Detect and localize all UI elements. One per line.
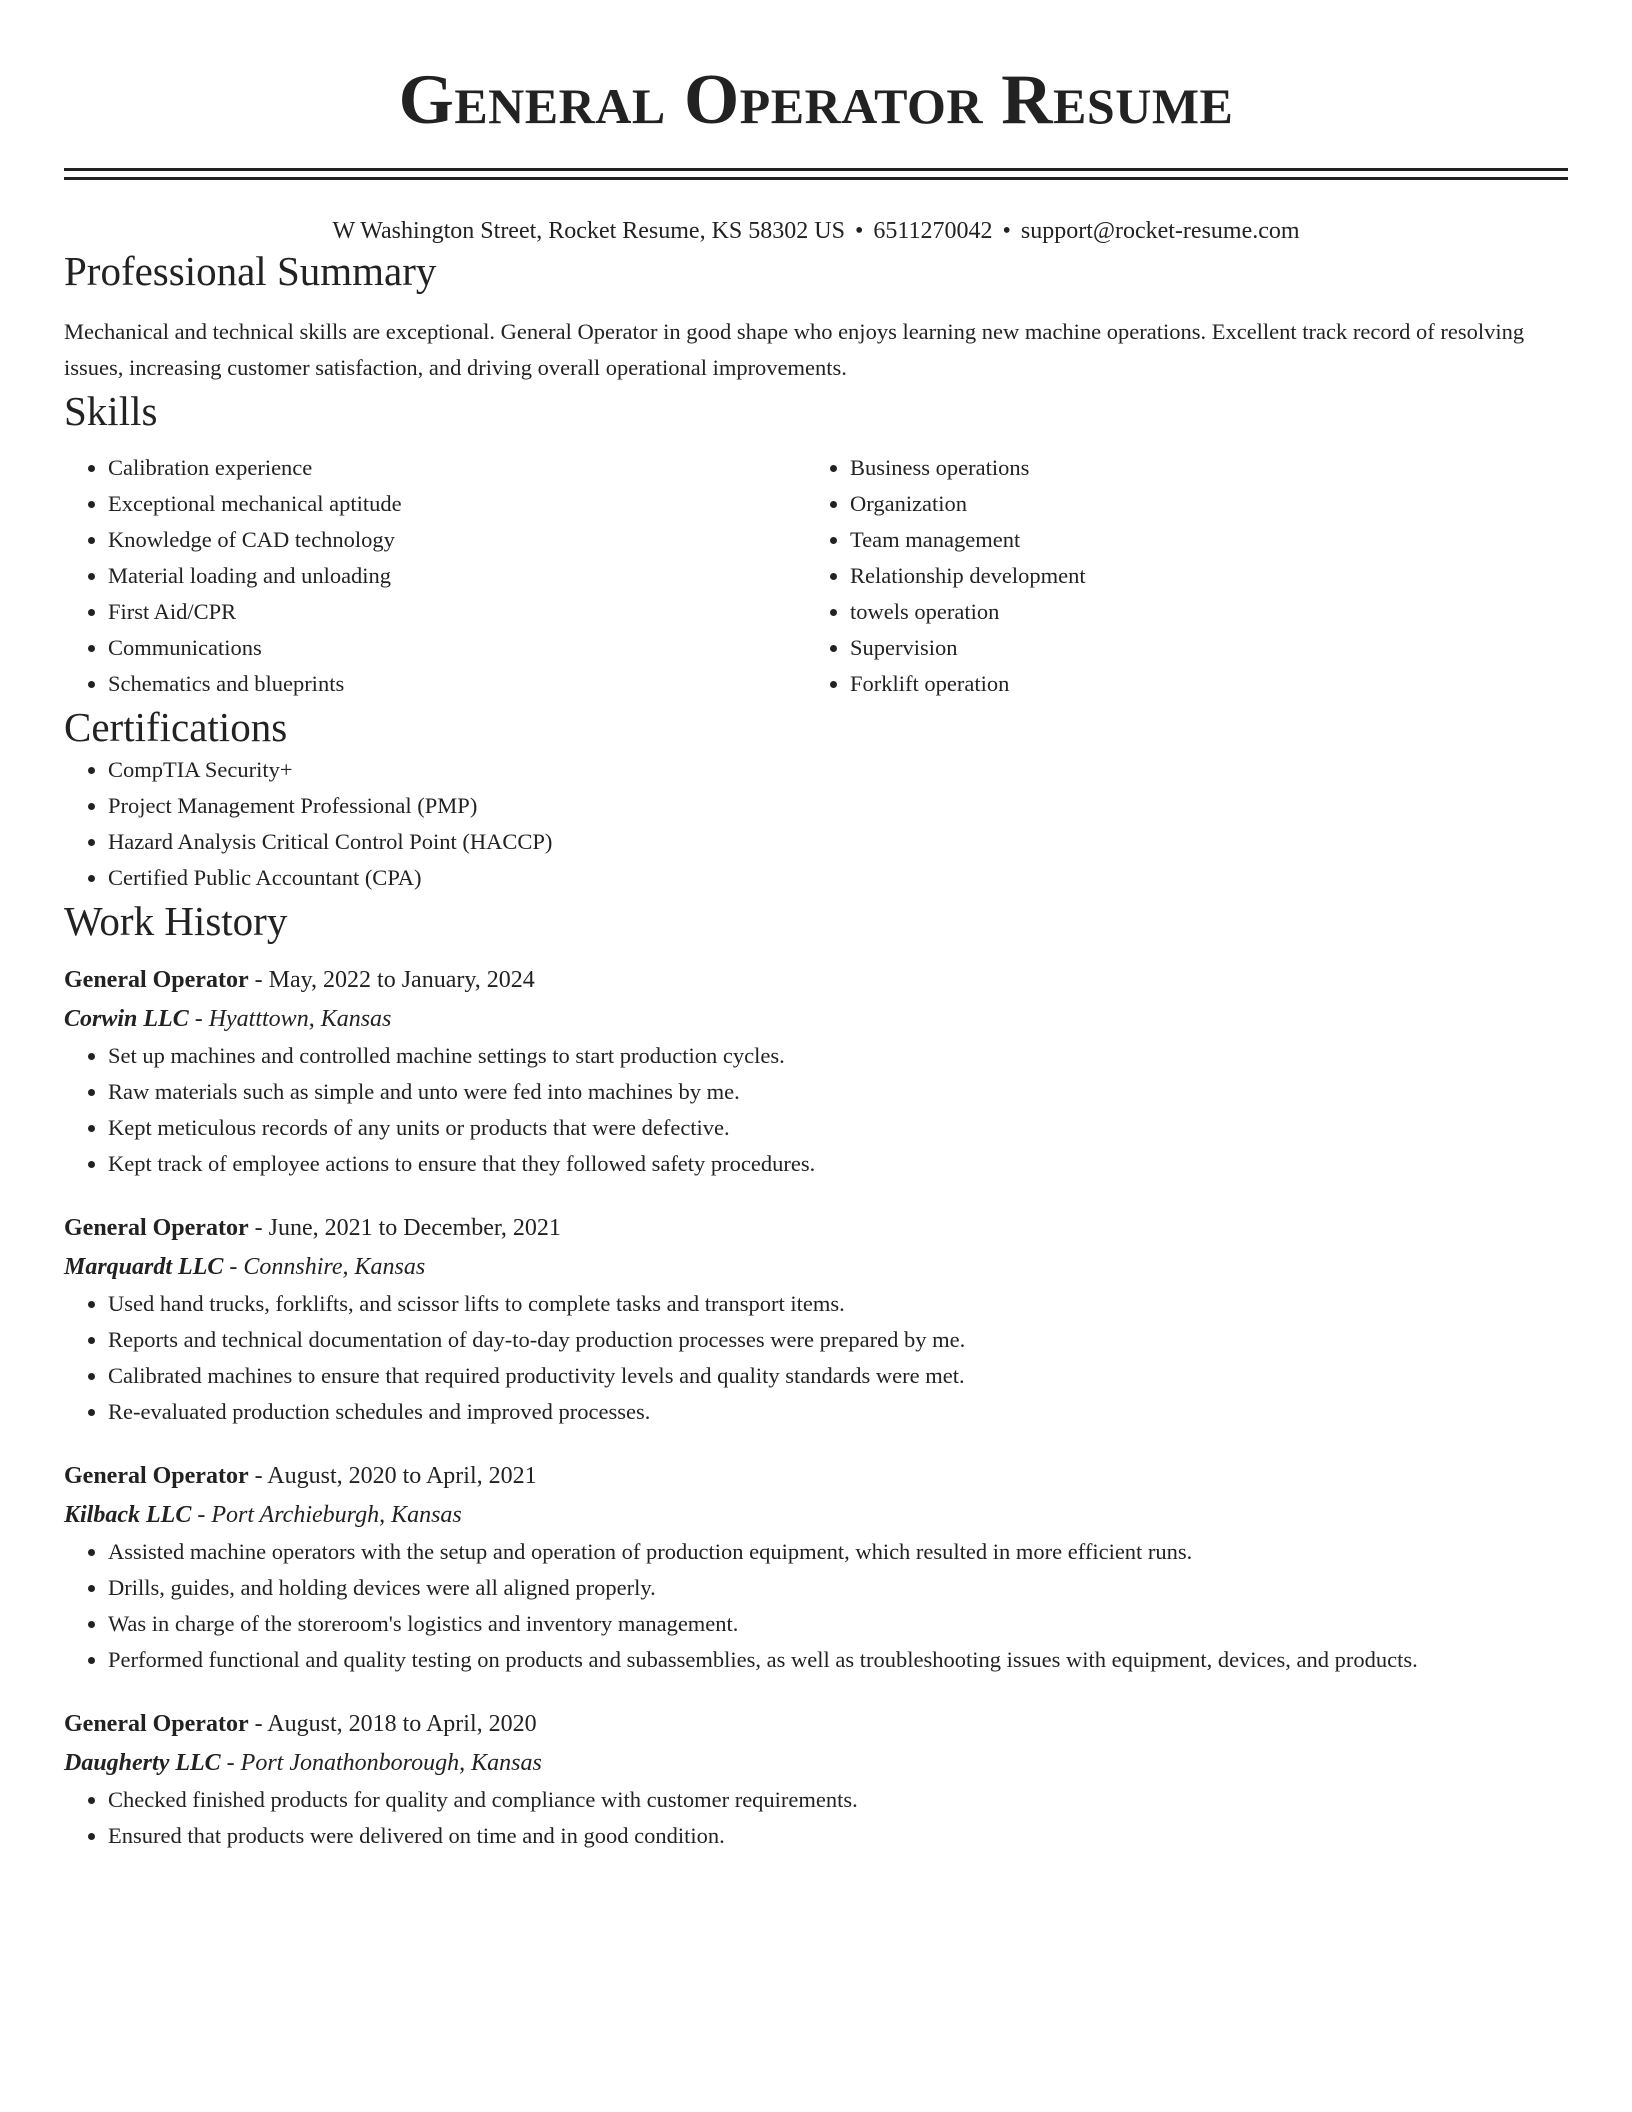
certification-item: • Hazard Analysis Critical Control Point (HACCP) xyxy=(108,824,1568,860)
skill-item: • Forklift operation xyxy=(850,666,1548,702)
skill-item: • Knowledge of CAD technology xyxy=(108,522,806,558)
resume-title: General Operator Resume xyxy=(398,61,1234,139)
job-duty: • Assisted machine operators with the setup and operation of production equipment, which resulted in more efficient runs. xyxy=(108,1534,1568,1570)
job-role: General Operator xyxy=(64,1463,249,1489)
job-company-line xyxy=(64,1496,1568,1534)
job-title-line xyxy=(64,1208,1568,1248)
contact-separator: • xyxy=(1002,218,1011,244)
job-entry xyxy=(64,1208,1568,1430)
job-company: Corwin LLC xyxy=(64,1006,189,1032)
summary-heading: Professional Summary xyxy=(64,248,437,294)
job-duty: • Drills, guides, and holding devices were all aligned properly. xyxy=(108,1570,1568,1606)
job-duty: • Raw materials such as simple and unto were fed into machines by me. xyxy=(108,1074,1568,1110)
job-role: General Operator xyxy=(64,1215,249,1241)
skills-column-left xyxy=(64,450,806,702)
job-duty: • Ensured that products were delivered on time and in good condition. xyxy=(108,1818,1568,1854)
contact-email: support@rocket-resume.com xyxy=(1020,218,1300,244)
job-location: - Port Jonathonborough, Kansas xyxy=(220,1750,542,1776)
contact-separator: • xyxy=(854,218,864,244)
job-company-line xyxy=(64,1744,1568,1782)
job-location: - Hyatttown, Kansas xyxy=(188,1006,392,1032)
job-duty: • Checked finished products for quality and compliance with customer requirements. xyxy=(108,1782,1568,1818)
certifications-heading: Certifications xyxy=(64,704,288,750)
job-duty: • Re-evaluated production schedules and improved processes. xyxy=(108,1394,1568,1430)
job-duty: • Was in charge of the storeroom's logistics and inventory management. xyxy=(108,1606,1568,1642)
skill-item: • Business operations xyxy=(850,450,1548,486)
certifications-list xyxy=(64,752,1568,896)
job-duties-list xyxy=(64,1534,1568,1678)
certification-item: • CompTIA Security+ xyxy=(108,752,1568,788)
skills-column-right xyxy=(806,450,1548,702)
skills-heading: Skills xyxy=(64,388,158,434)
job-title-line xyxy=(64,1704,1568,1744)
skill-item: • Relationship development xyxy=(850,558,1548,594)
contact-line xyxy=(64,216,1568,246)
skill-item: • Calibration experience xyxy=(108,450,806,486)
certification-item: • Certified Public Accountant (CPA) xyxy=(108,860,1568,896)
job-title-line xyxy=(64,960,1568,1000)
job-entry xyxy=(64,960,1568,1182)
job-company: Kilback LLC xyxy=(64,1502,192,1528)
job-duty: • Set up machines and controlled machine settings to start production cycles. xyxy=(108,1038,1568,1074)
job-title-line xyxy=(64,1456,1568,1496)
summary-text: Mechanical and technical skills are exceptional. General Operator in good shape who enjoys learning new machine operations. Excellent track record of resolving issues, increasing customer satisfaction, and driving overall operational improvements. xyxy=(64,319,1525,380)
job-company-line xyxy=(64,1248,1568,1286)
skills-list-left xyxy=(64,450,806,702)
job-dates: - August, 2018 to April, 2020 xyxy=(248,1711,537,1737)
job-role: General Operator xyxy=(64,1711,249,1737)
skill-item: • Material loading and unloading xyxy=(108,558,806,594)
job-dates: - May, 2022 to January, 2024 xyxy=(248,967,535,993)
title-double-rule xyxy=(64,168,1568,180)
job-duties-list xyxy=(64,1286,1568,1430)
skill-item: • Team management xyxy=(850,522,1548,558)
job-duty: • Kept track of employee actions to ensure that they followed safety procedures. xyxy=(108,1146,1568,1182)
job-dates: - June, 2021 to December, 2021 xyxy=(248,1215,561,1241)
job-duty: • Used hand trucks, forklifts, and scissor lifts to complete tasks and transport items. xyxy=(108,1286,1568,1322)
skills-list-right xyxy=(806,450,1548,702)
job-duties-list xyxy=(64,1782,1568,1854)
job-duties-list xyxy=(64,1038,1568,1182)
skills-grid xyxy=(64,450,1568,702)
job-entry xyxy=(64,1704,1568,1854)
skill-item: • Exceptional mechanical aptitude xyxy=(108,486,806,522)
contact-phone: 6511270042 xyxy=(873,218,993,244)
work-history-heading: Work History xyxy=(64,898,288,944)
skill-item: • towels operation xyxy=(850,594,1548,630)
contact-address: W Washington Street, Rocket Resume, KS 58302 US xyxy=(332,218,845,244)
skill-item: • Supervision xyxy=(850,630,1548,666)
job-company: Daugherty LLC xyxy=(64,1750,221,1776)
job-location: - Connshire, Kansas xyxy=(223,1254,426,1280)
certification-item: • Project Management Professional (PMP) xyxy=(108,788,1568,824)
skill-item: • Communications xyxy=(108,630,806,666)
job-duty: • Performed functional and quality testing on products and subassemblies, as well as troubleshooting issues with equipment, devices, and products. xyxy=(108,1642,1568,1678)
job-entry xyxy=(64,1456,1568,1678)
job-dates: - August, 2020 to April, 2021 xyxy=(248,1463,537,1489)
skill-item: • First Aid/CPR xyxy=(108,594,806,630)
skill-item: • Organization xyxy=(850,486,1548,522)
skill-item: • Schematics and blueprints xyxy=(108,666,806,702)
job-duty: • Reports and technical documentation of day-to-day production processes were prepared by me. xyxy=(108,1322,1568,1358)
job-location: - Port Archieburgh, Kansas xyxy=(191,1502,462,1528)
job-role: General Operator xyxy=(64,967,249,993)
job-company: Marquardt LLC xyxy=(64,1254,224,1280)
job-company-line xyxy=(64,1000,1568,1038)
job-duty: • Kept meticulous records of any units or products that were defective. xyxy=(108,1110,1568,1146)
job-duty: • Calibrated machines to ensure that required productivity levels and quality standards were met. xyxy=(108,1358,1568,1394)
